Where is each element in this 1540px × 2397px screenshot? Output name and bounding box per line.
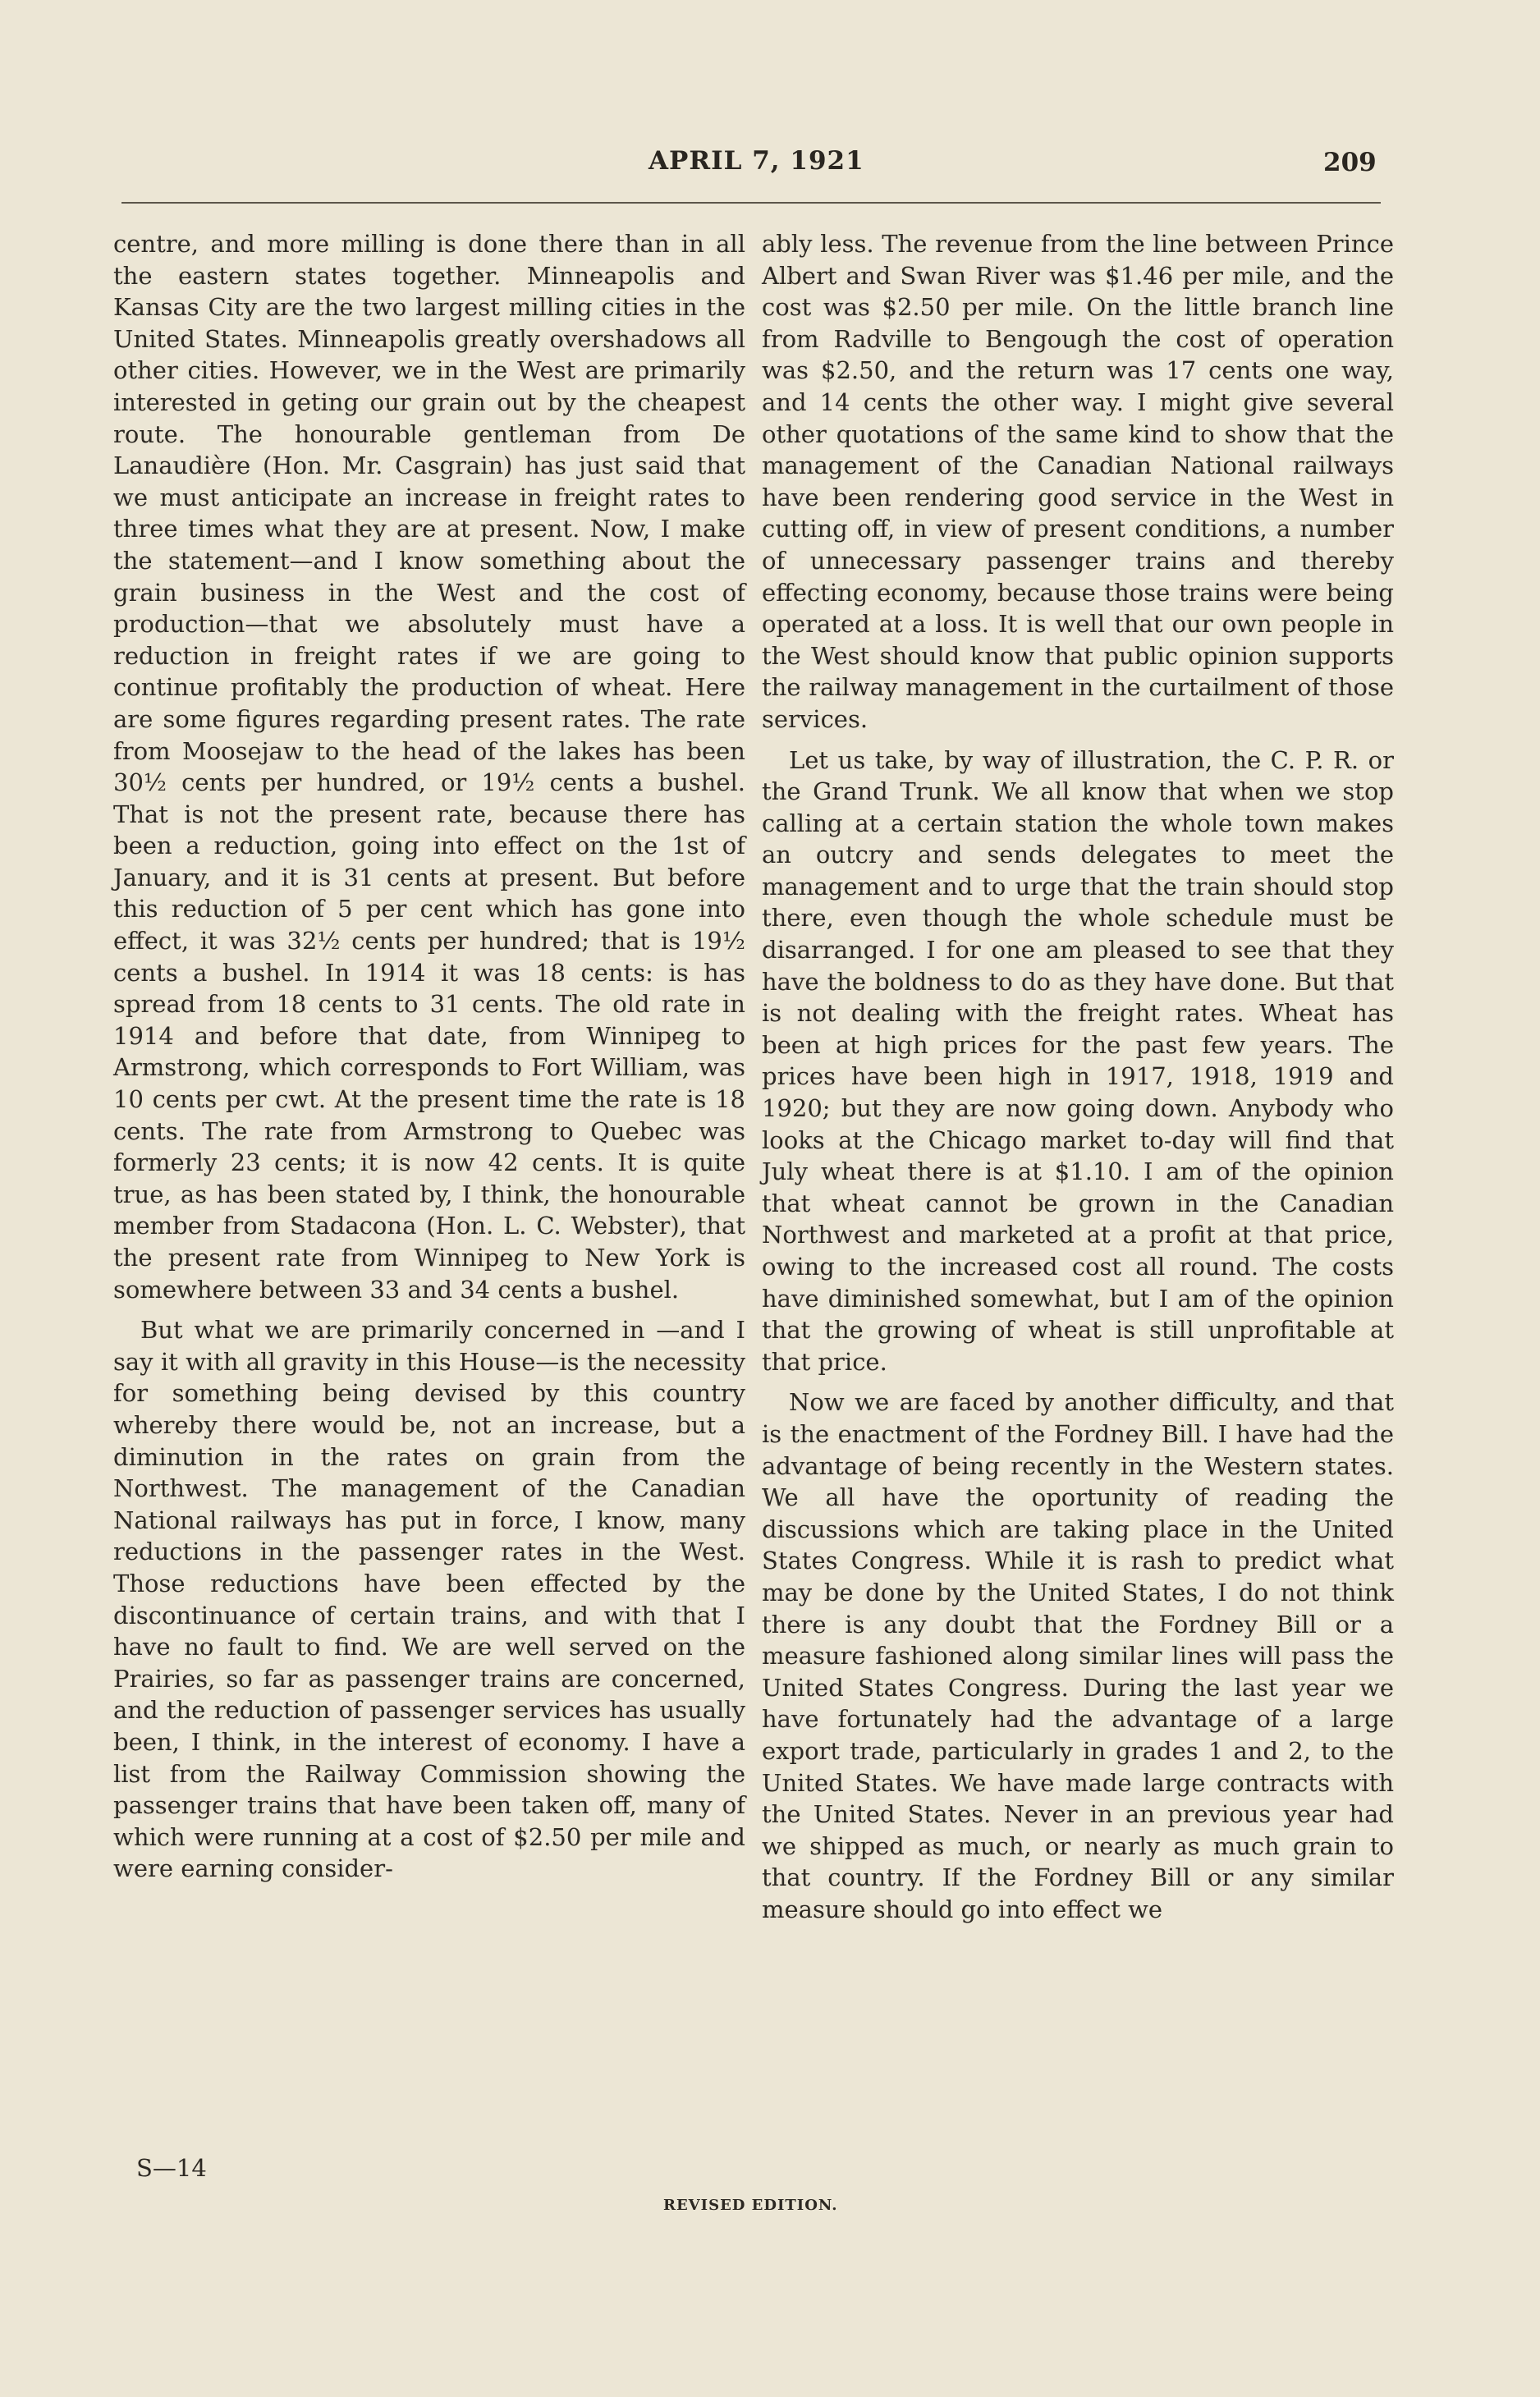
- signature-mark: S—14: [136, 2154, 207, 2182]
- header-rule: [121, 202, 1381, 204]
- paragraph: centre, and more milling is done there than in all the eastern states together. Minneapolis and Kansas City are the two largest milling cities in the United States. Minneapolis greatly overshadows all other cities. However, we in the West are primarily interested in geting our grain out by the cheapest route. The honourable gentleman from De Lanaudière (Hon. Mr. Casgrain) has just said that we must anticipate an increase in freight rates to three times what they are at present. Now, I make the statement—and I know something about the grain business in the West and the cost of production—that we absolutely must have a reduction in freight rates if we are going to continue profitably the production of wheat. Here are some figures regarding present rates. The rate from Moosejaw to the head of the lakes has been 30½ cents per hundred, or 19½ cents a bushel. That is not the present rate, because there has been a reduction, going into effect on the 1st of January, and it is 31 cents at present. But before this reduction of 5 per cent which has gone into effect, it was 32½ cents per hundred; that is 19½ cents a bushel. In 1914 it was 18 cents: is has spread from 18 cents to 31 cents. The old rate in 1914 and before that date, from Winnipeg to Armstrong, which corresponds to Fort William, was 10 cents per cwt. At the present time the rate is 18 cents. The rate from Armstrong to Quebec was formerly 23 cents; it is now 42 cents. It is quite true, as has been stated by, I think, the honourable member from Stadacona (Hon. L. C. Webster), that the present rate from Winnipeg to New York is somewhere between 33 and 34 cents a bushel.: [113, 230, 745, 1304]
- page-number: 209: [1323, 148, 1377, 177]
- left-column: [113, 228, 745, 1885]
- paragraph: But what we are primarily concerned in —and I say it with all gravity in this House—is the necessity for something being devised by this country whereby there would be, not an increase, but a diminution in the rates on grain from the Northwest. The management of the Canadian National railways has put in force, I know, many reductions in the passenger rates in the West. Those reductions have been effected by the discontinuance of certain trains, and with that I have no fault to find. We are well served on the Prairies, so far as passenger trains are concerned, and the reduction of passenger services has usually been, I think, in the interest of economy. I have a list from the Railway Commission showing the passenger trains that have been taken off, many of which were running at a cost of $2.50 per mile and were earning consider-: [113, 1316, 745, 1883]
- paragraph: ably less. The revenue from the line between Prince Albert and Swan River was $1.46 per mile, and the cost was $2.50 per mile. On the little branch line from Radville to Bengough the cost of operation was $2.50, and the return was 17 cents one way, and 14 cents the other way. I might give several other quotations of the same kind to show that the management of the Canadian National railways have been rendering good service in the West in cutting off, in view of present conditions, a number of unnecessary passenger trains and thereby effecting economy, because those trains were being operated at a loss. It is well that our own people in the West should know that public opinion supports the railway management in the curtailment of those services.: [762, 230, 1394, 733]
- right-column: [762, 228, 1394, 1925]
- paragraph: Let us take, by way of illustration, the C. P. R. or the Grand Trunk. We all know that when we stop calling at a certain station the whole town makes an outcry and sends delegates to meet the management and to urge that the train should stop there, even though the whole schedule must be disarranged. I for one am pleased to see that they have the boldness to do as they have done. But that is not dealing with the freight rates. Wheat has been at high prices for the past few years. The prices have been high in 1917, 1918, 1919 and 1920; but they are now going down. Anybody who looks at the Chicago market to-day will find that July wheat there is at $1.10. I am of the opinion that wheat cannot be grown in the Canadian Northwest and marketed at a profit at that price, owing to the increased cost all round. The costs have diminished somewhat, but I am of the opinion that the growing of wheat is still unprofitable at that price.: [762, 745, 1394, 1376]
- page-date: APRIL 7, 1921: [649, 146, 864, 176]
- edition-label: REVISED EDITION.: [663, 2197, 838, 2214]
- paragraph: Now we are faced by another difficulty, and that is the enactment of the Fordney Bill. I have had the advantage of being recently in the Western states. We all have the oportunity of reading the discussions which are taking place in the United States Congress. While it is rash to predict what may be done by the United States, I do not think there is any doubt that the Fordney Bill or a measure fashioned along similar lines will pass the United States Congress. During the last year we have fortunately had the advantage of a large export trade, particularly in grades 1 and 2, to the United States. We have made large contracts with the United States. Never in an previous year had we shipped as much, or nearly as much grain to that country. If the Fordney Bill or any similar measure should go into effect we: [762, 1388, 1394, 1923]
